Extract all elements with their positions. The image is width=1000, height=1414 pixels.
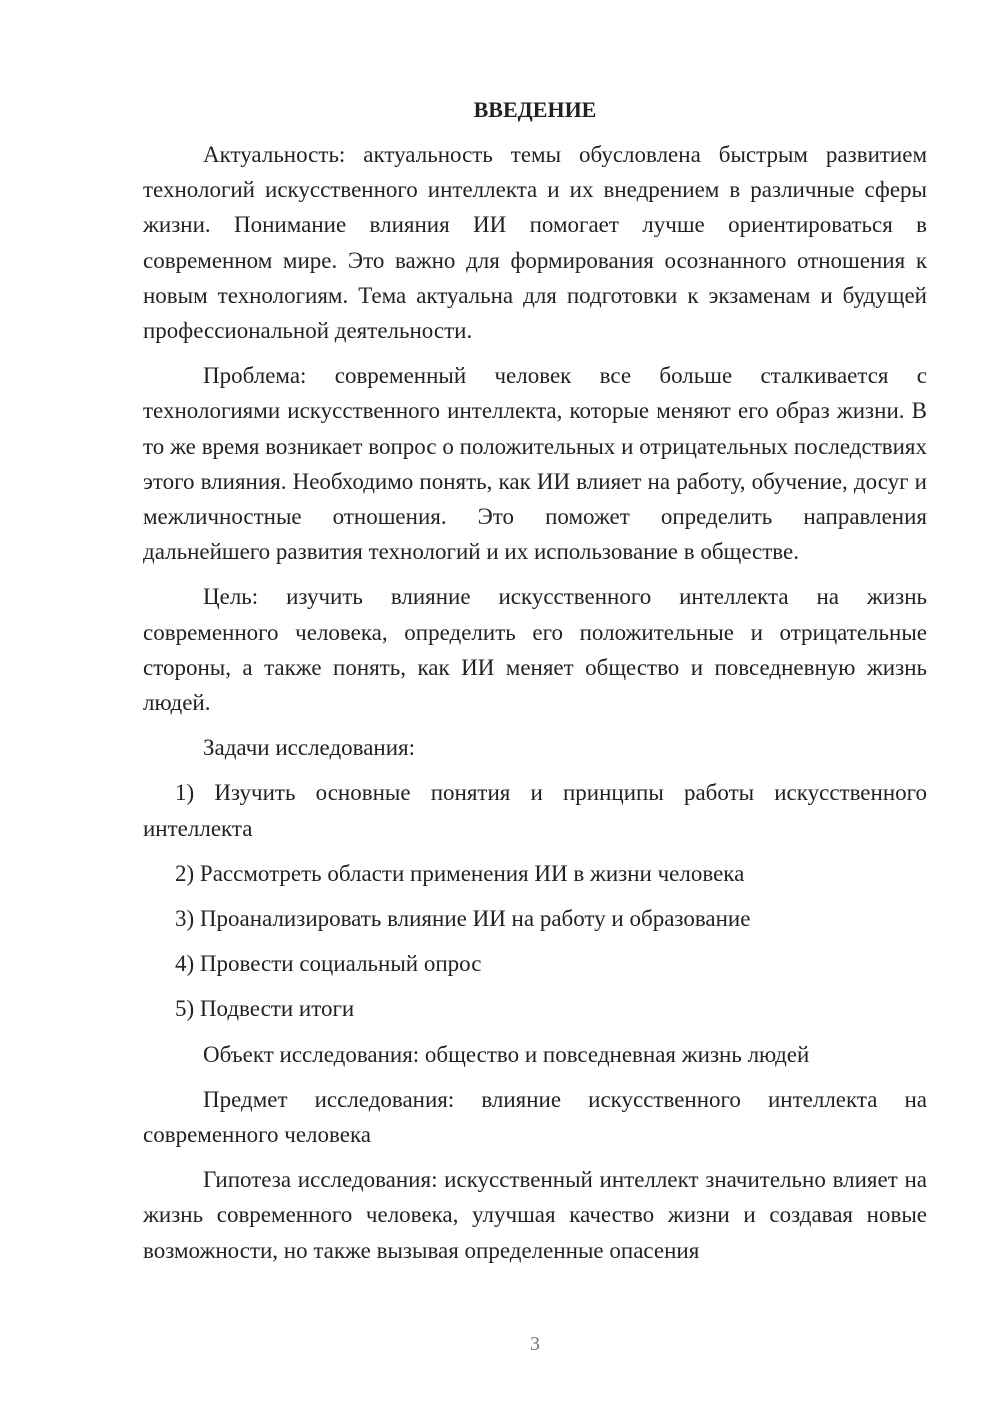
paragraph-hypothesis: Гипотеза исследования: искусственный интеллект значительно влияет на жизнь современного человека, улучшая качество жизни и создавая новые возможности, но также вызывая определенные опасения <box>143 1167 927 1263</box>
paragraph-problem: Проблема: современный человек все больше сталкивается с технологиями искусственного интеллекта, которые меняют его образ жизни. В то же время возникает вопрос о положительных и отрицательных последствиях этого влияния. Необходимо понять, как ИИ влияет на работу, обучение, досуг и межличностные отношения. Это поможет определить направления дальнейшего развития технологий и их использование в обществе. <box>143 363 927 565</box>
page-number: 3 <box>530 1333 540 1355</box>
task-item-1: 1) Изучить основные понятия и принципы работы искусственного интеллекта <box>143 780 927 841</box>
paragraph-relevance: Актуальность: актуальность темы обусловлена быстрым развитием технологий искусственного интеллекта и их внедрением в различные сферы жизни. Понимание влияния ИИ помогает лучше ориентироваться в современном мире. Это важно для формирования осознанного отношения к новым технологиям. Тема актуальна для подготовки к экзаменам и будущей профессиональной деятельности. <box>143 142 927 344</box>
task-item-3: 3) Проанализировать влияние ИИ на работу и образование <box>175 906 751 932</box>
tasks-heading: Задачи исследования: <box>203 735 416 761</box>
task-item-4: 4) Провести социальный опрос <box>175 951 482 977</box>
paragraph-object: Объект исследования: общество и повседневная жизнь людей <box>203 1041 810 1067</box>
page-title: ВВЕДЕНИЕ <box>473 97 597 122</box>
task-item-2: 2) Рассмотреть области применения ИИ в жизни человека <box>175 860 745 886</box>
paragraph-goal: Цель: изучить влияние искусственного интеллекта на жизнь современного человека, определить его положительные и отрицательные стороны, а также понять, как ИИ меняет общество и повседневную жизнь людей. <box>143 584 927 716</box>
task-item-5: 5) Подвести итоги <box>175 996 355 1022</box>
page-body <box>143 92 927 1278</box>
paragraph-subject: Предмет исследования: влияние искусственного интеллекта на современного человека <box>143 1086 927 1148</box>
